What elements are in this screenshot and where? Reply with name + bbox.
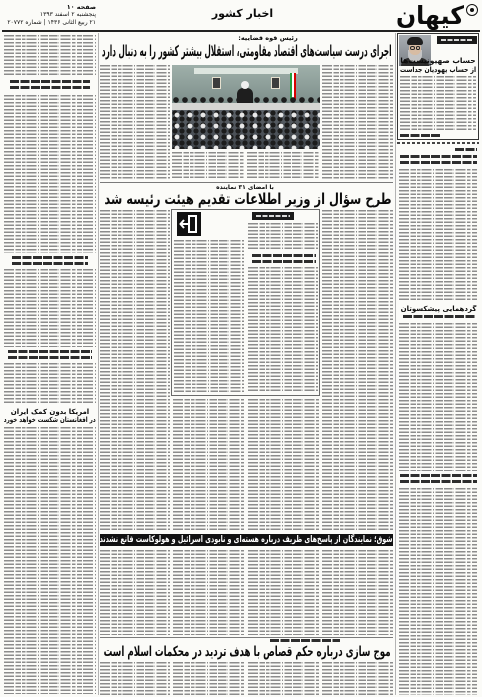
left-col-story-headline-line1: آمریکا بدون کمک ایران bbox=[10, 408, 90, 416]
photo-table bbox=[172, 103, 320, 110]
solar-date-line bbox=[4, 11, 96, 19]
second-text-left bbox=[100, 210, 170, 532]
bottom-text-col-4 bbox=[100, 662, 170, 695]
lunar-date-line bbox=[4, 19, 96, 27]
second-headline: طرح سؤال از وزیر اطلاعات تقدیم هیئت رئیسه شد bbox=[104, 191, 391, 208]
right-column-divider bbox=[395, 33, 396, 695]
left-col-story-headline-line2-box bbox=[4, 416, 96, 424]
banner-headline: شوق؛ نمایندگان از پاسخ‌های ظریف درباره هسته‌ای و نابودی اسرائیل و هولوکاست قانع نشدند bbox=[100, 534, 393, 545]
right-col-text-3 bbox=[399, 488, 478, 695]
second-kicker-box bbox=[200, 184, 290, 191]
photo-audience bbox=[172, 110, 320, 149]
right-col-headline-1 bbox=[400, 155, 477, 164]
second-headline-box bbox=[104, 191, 391, 208]
lead-caption-text-left bbox=[172, 152, 244, 180]
masthead-logo-box bbox=[396, 0, 464, 30]
center-box-text-c bbox=[174, 240, 244, 393]
photo-portrait-left bbox=[212, 77, 221, 89]
banner-text-col-4 bbox=[100, 550, 170, 635]
lead-text-right bbox=[322, 65, 393, 180]
lead-bottom-rule bbox=[100, 182, 393, 183]
photo-portrait-right bbox=[271, 77, 280, 89]
photo-banner bbox=[194, 68, 298, 74]
photo-speaker-head bbox=[241, 81, 249, 89]
left-col-headline-2 bbox=[12, 256, 88, 265]
lead-photo bbox=[172, 65, 320, 149]
left-col-text-3 bbox=[4, 269, 96, 347]
portrait-turban bbox=[407, 37, 423, 45]
portrait-glasses-right bbox=[416, 46, 421, 50]
second-text-mid-right bbox=[248, 399, 319, 532]
banner-text-col-1 bbox=[322, 550, 393, 635]
right-col-headline-2-line2 bbox=[403, 315, 475, 318]
sidebar-dashed-strip bbox=[397, 142, 479, 144]
section-title: اخبار کشور bbox=[211, 7, 274, 20]
left-col-text-1 bbox=[4, 35, 96, 77]
bottom-headline: موج سازی درباره حکم قصاص با هدف تردید در محکمات اسلام است bbox=[104, 644, 391, 660]
right-col-headline-2-line1-box bbox=[400, 305, 477, 313]
banner-text-col-2 bbox=[248, 550, 319, 635]
photo-speaker-body bbox=[237, 88, 253, 104]
second-text-right bbox=[322, 210, 393, 532]
right-col-text-2 bbox=[399, 323, 478, 471]
quote-box-headline-line1: حساب صهیونیست‌ها bbox=[400, 56, 476, 65]
exit-arrow-icon bbox=[177, 212, 201, 236]
masthead-logo: کیهان bbox=[396, 0, 464, 30]
left-col-headline-3 bbox=[8, 350, 92, 359]
bottom-kicker bbox=[270, 639, 340, 642]
solar-date: پنجشنبه ۲ اسفند ۱۳۹۳ bbox=[39, 11, 96, 18]
quote-box-headline-line1-box bbox=[400, 56, 476, 65]
left-col-text-2 bbox=[4, 95, 96, 253]
right-col-headline-2-line1: گردهمایی پیشکسوتان bbox=[400, 305, 477, 313]
quote-box-headline-line2: از حساب یهودیان جداست bbox=[400, 65, 476, 74]
lead-caption-text-right bbox=[247, 152, 320, 180]
emblem-inner bbox=[470, 8, 474, 12]
left-col-story-headline-line2: در افغانستان شکست خواهد خورد bbox=[4, 416, 96, 424]
page-number-line bbox=[4, 3, 96, 11]
center-box-subheadline bbox=[252, 254, 316, 263]
center-box-text-b bbox=[248, 267, 318, 393]
header-rule bbox=[2, 30, 480, 32]
lead-headline: اجرای درست سیاست‌های اقتصاد مقاومتی، استقلال بیشتر کشور را به دنبال دارد bbox=[102, 42, 392, 60]
left-col-text-5 bbox=[4, 427, 96, 694]
lead-text-left bbox=[100, 65, 170, 180]
left-col-story-headline-line1-box bbox=[4, 408, 96, 416]
bottom-text-col-3 bbox=[173, 662, 244, 695]
quote-box-label bbox=[437, 36, 477, 44]
lead-kicker: رئیس قوه قضاییه: bbox=[238, 34, 298, 42]
bottom-text-col-1 bbox=[322, 662, 393, 695]
second-kicker: با امضای ۳۱ نماینده bbox=[216, 184, 274, 191]
center-box-text-a bbox=[248, 223, 318, 251]
quote-box-headline-line2-box bbox=[400, 65, 476, 74]
second-text-mid-left bbox=[173, 399, 244, 532]
quote-box-signature bbox=[400, 134, 440, 137]
lead-headline-box bbox=[102, 42, 392, 61]
date-block bbox=[4, 3, 96, 28]
lunar-date-issue: ۲۱ ربیع الثانی ۱۴۳۶ | شماره ۲۰۷۷۲ bbox=[7, 19, 96, 26]
right-col-text-1 bbox=[399, 169, 478, 302]
bottom-story-rule bbox=[100, 637, 393, 638]
center-box-label bbox=[252, 212, 294, 220]
right-col-headline-3 bbox=[400, 474, 477, 483]
left-col-text-4 bbox=[4, 363, 96, 405]
left-col-headline-1 bbox=[10, 80, 90, 89]
bottom-headline-box bbox=[104, 644, 391, 660]
right-col-kicker-1 bbox=[455, 148, 477, 151]
portrait-glasses-left bbox=[410, 46, 415, 50]
quote-box-text bbox=[400, 76, 476, 132]
lead-kicker-box bbox=[236, 34, 300, 42]
left-column-divider bbox=[98, 33, 99, 695]
banner-text-col-3 bbox=[173, 550, 244, 635]
section-title-box bbox=[200, 6, 285, 21]
page-number: صفحه ۱۰ bbox=[66, 3, 96, 11]
banner-bar bbox=[100, 534, 393, 546]
bottom-text-col-2 bbox=[248, 662, 319, 695]
emblem-icon bbox=[466, 4, 478, 16]
